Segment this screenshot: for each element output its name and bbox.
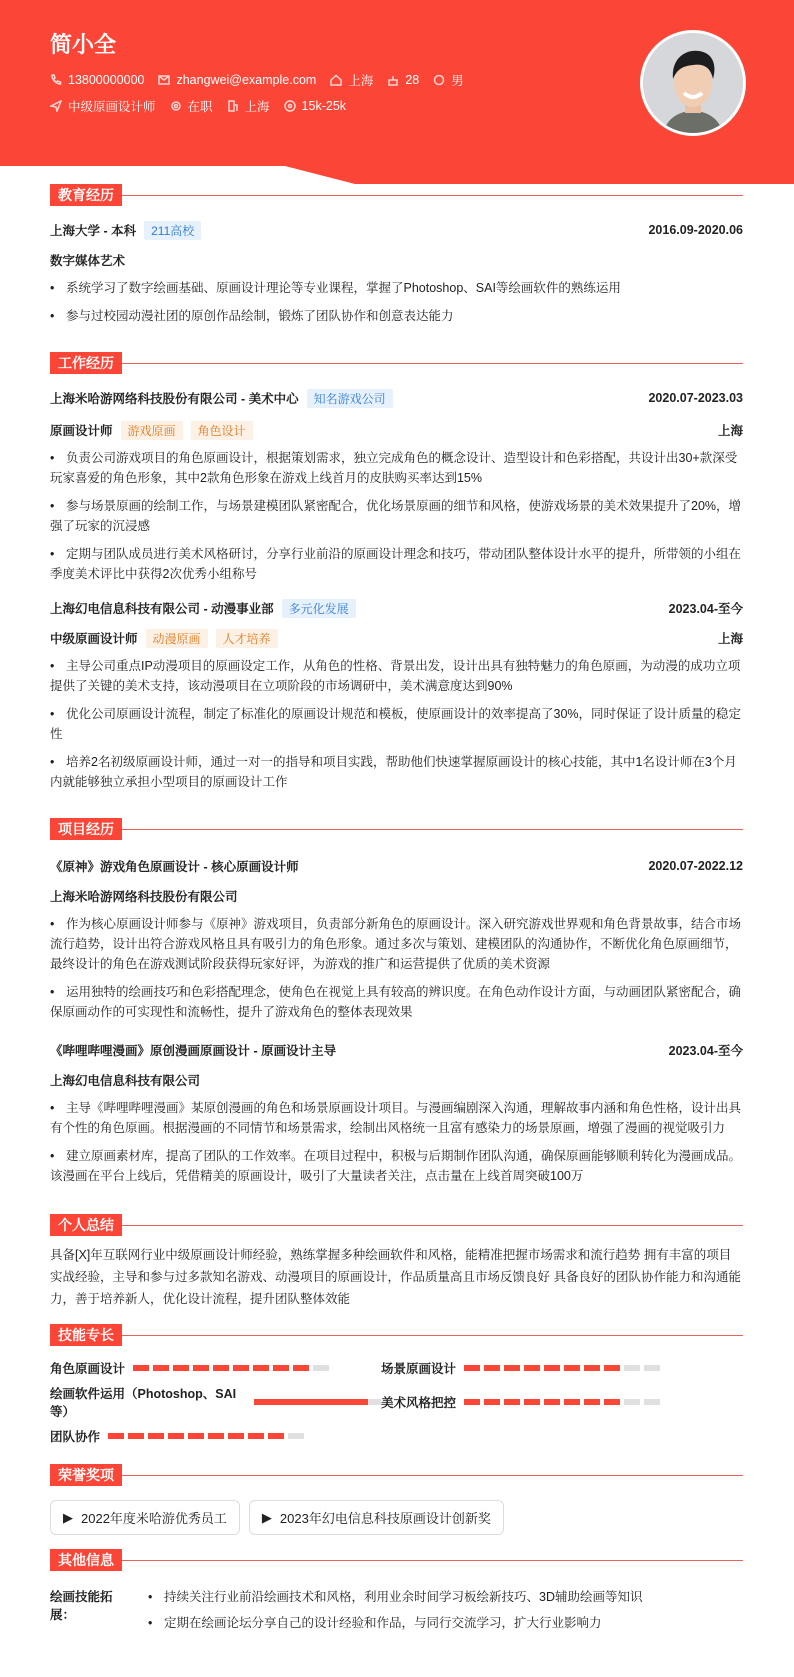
status: 在职: [187, 100, 213, 114]
award-item: [50, 1500, 240, 1535]
skill-level-segment: [133, 1365, 149, 1371]
skill-item: [381, 1358, 711, 1378]
section-title: 工作经历: [50, 352, 122, 374]
skill-level-segment: [524, 1365, 540, 1371]
skill-level-segment: [544, 1365, 560, 1371]
skill-item: [50, 1358, 381, 1378]
role-tag: 人才培养: [216, 629, 278, 648]
skill-level-segment: [213, 1365, 229, 1371]
skill-level-dots: [464, 1365, 660, 1371]
section-title: 教育经历: [50, 184, 122, 206]
home-icon: [330, 74, 342, 86]
work-company-row: [50, 598, 743, 618]
project-company: 上海米哈游网络科技股份有限公司: [50, 890, 238, 904]
skill-level-segment: [313, 1365, 329, 1371]
skill-name: 团队协作: [50, 1430, 101, 1444]
send-icon: [50, 100, 62, 112]
role-tag: 动漫原画: [146, 629, 208, 648]
skill-name: 美术风格把控: [381, 1396, 457, 1410]
role-tag: 角色设计: [191, 421, 253, 440]
skill-level-segment: [584, 1365, 600, 1371]
skill-level-segment: [193, 1365, 209, 1371]
skill-level-segment: [644, 1365, 660, 1371]
work-date: 2023.04-至今: [668, 602, 743, 616]
project-title: 《原神》游戏角色原画设计 - 核心原画设计师: [50, 860, 299, 874]
list-item: • 负责公司游戏项目的角色原画设计，根据策划需求，独立完成角色的概念设计、造型设计和色彩搭配，共设计出30+款深受玩家喜爱的角色形象，其中2款角色形象在游戏上线首月的皮肤购买率达到15%: [50, 448, 743, 488]
list-item: • 建立原画素材库，提高了团队的工作效率。在项目过程中，积极与后期制作团队沟通，确保原画能够顺利转化为漫画成品。该漫画在平台上线后，凭借精美的原画设计，吸引了大量读者关注，点击量在上线首周突破100万: [50, 1146, 743, 1186]
project-row: [50, 1040, 743, 1060]
skill-level-segment: [484, 1365, 500, 1371]
salary-icon: [284, 100, 296, 112]
city: 上海: [348, 74, 374, 88]
skill-level-segment: [624, 1365, 640, 1371]
resume-body: [50, 184, 743, 1639]
project-row: [50, 856, 743, 876]
role: 中级原画设计师: [50, 632, 138, 646]
project-title: 《哔哩哔哩漫画》原创漫画原画设计 - 原画设计主导: [50, 1044, 337, 1058]
skill-level-segment: [233, 1365, 249, 1371]
work-city: 上海: [244, 100, 270, 114]
skill-level-segment: [288, 1433, 304, 1439]
skill-level-segment: [624, 1399, 640, 1405]
company-tag: 多元化发展: [282, 599, 356, 618]
phone: 13800000000: [68, 73, 145, 87]
school-tag: 211高校: [144, 221, 201, 240]
list-item: • 持续关注行业前沿绘画技术和风格，利用业余时间学习板绘新技巧、3D辅助绘画等知识: [148, 1587, 642, 1607]
work-role-row: [50, 628, 743, 648]
project-date: 2023.04-至今: [668, 1044, 743, 1058]
phone-icon: [50, 74, 62, 86]
list-item: • 主导《哔哩哔哩漫画》某原创漫画的角色和场景原画设计项目。与漫画编剧深入沟通，理解故事内涵和角色性格，设计出具有个性的角色原画。根据漫画的不同情节和场景需求，绘制出风格统一且富有感染力的场景原画，增强了漫画的视觉吸引力: [50, 1098, 743, 1138]
skill-level-segment: [464, 1365, 480, 1371]
skill-level-segment: [253, 1365, 269, 1371]
work-city: 上海: [717, 424, 743, 438]
skill-level-segment: [484, 1399, 500, 1405]
project-company: 上海幻电信息科技有限公司: [50, 1074, 201, 1088]
list-item: • 优化公司原画设计流程，制定了标准化的原画设计规范和模板，使原画设计的效率提高了30%，同时保证了设计质量的稳定性: [50, 704, 743, 744]
award-label: 2023年幻电信息科技原画设计创新奖: [279, 1511, 491, 1526]
gender: 男: [451, 74, 464, 88]
section-projects: [50, 818, 743, 840]
skill-level-segment: [544, 1399, 560, 1405]
skills-grid: [50, 1358, 743, 1446]
section-education: [50, 184, 743, 206]
triangle-icon: ▶: [261, 1509, 272, 1525]
skill-level-segment: [148, 1433, 164, 1439]
skill-level-segment: [644, 1399, 660, 1405]
school: 上海大学 - 本科: [50, 224, 137, 238]
avatar: [640, 30, 746, 136]
section-other: [50, 1549, 743, 1571]
section-title: 其他信息: [50, 1549, 122, 1571]
work-date: 2020.07-2023.03: [648, 391, 743, 405]
skill-level-fill: [254, 1399, 368, 1405]
work-company-row: [50, 388, 743, 408]
skill-level-dots: [464, 1399, 660, 1405]
list-item: • 培养2名初级原画设计师，通过一对一的指导和项目实践，帮助他们快速掌握原画设计的核心技能，其中1名设计师在3个月内就能够独立承担小型项目的原画设计工作: [50, 752, 743, 792]
list-item: • 参与过校园动漫社团的原创作品绘制，锻炼了团队协作和创意表达能力: [50, 306, 743, 326]
section-title: 项目经历: [50, 818, 122, 840]
triangle-icon: ▶: [63, 1509, 73, 1525]
company: 上海米哈游网络科技股份有限公司 - 美术中心: [50, 392, 299, 406]
summary-text: 具备[X]年互联网行业中级原画设计师经验，熟练掌握多种绘画软件和风格，能精准把握市场需求和流行趋势 拥有丰富的项目实战经验，主导和参与过多款知名游戏、动漫项目的原画设计，作品质量高且市场反馈良好 具备良好的团队协作能力和沟通能力，善于培养新人，优化设计流程，提升团队整体效能: [50, 1248, 741, 1306]
list-item: • 运用独特的绘画技巧和色彩搭配理念，使角色在视觉上具有较高的辨识度。在角色动作设计方面，与动画团队紧密配合，确保原画动作的可实现性和流畅性，提升了游戏角色的整体表现效果: [50, 982, 743, 1022]
skill-level-segment: [564, 1365, 580, 1371]
gender-icon: [433, 74, 445, 86]
mail-icon: [158, 74, 170, 86]
skill-level-segment: [248, 1433, 264, 1439]
list-item: • 主导公司重点IP动漫项目的原画设定工作，从角色的性格、背景出发，设计出具有独特魅力的角色原画，为动漫的成功立项提供了关键的美术支持，该动漫项目在立项阶段的市场调研中，美术满意度达到90%: [50, 656, 743, 696]
section-title: 个人总结: [50, 1214, 122, 1236]
cake-icon: [387, 74, 399, 86]
major: 数字媒体艺术: [50, 254, 126, 268]
project-date: 2020.07-2022.12: [648, 859, 743, 873]
skill-level-bar: [254, 1399, 381, 1405]
section-summary: [50, 1214, 743, 1236]
education-date: 2016.09-2020.06: [648, 223, 743, 237]
age: 28: [405, 73, 420, 87]
role-tag: 游戏原画: [121, 421, 183, 440]
skill-level-segment: [293, 1365, 309, 1371]
skill-level-segment: [173, 1365, 189, 1371]
list-item: • 定期在绘画论坛分享自己的设计经验和作品，与同行交流学习，扩大行业影响力: [148, 1613, 642, 1633]
skill-item: [50, 1426, 381, 1446]
candidate-name: 简小全: [50, 32, 117, 57]
other-info: [50, 1587, 743, 1639]
education-row: [50, 220, 743, 240]
section-skills: [50, 1324, 743, 1346]
skill-level-segment: [188, 1433, 204, 1439]
skill-item: [381, 1392, 711, 1412]
list-item: • 作为核心原画设计师参与《原神》游戏项目，负责部分新角色的原画设计。深入研究游戏世界观和角色背景故事，结合市场流行趋势，设计出符合游戏风格且具有吸引力的角色形象。通过多次与策划、建模团队的沟通协作，不断优化角色原画细节，最终设计的角色在游戏测试阶段获得玩家好评，为游戏的推广和运营提供了优质的美术资源: [50, 914, 743, 974]
skill-level-segment: [273, 1365, 289, 1371]
section-work: [50, 352, 743, 374]
work-role-row: [50, 420, 743, 440]
list-item: • 参与场景原画的绘制工作，与场景建模团队紧密配合，优化场景原画的细节和风格，使游戏场景的美术效果提升了20%，增强了玩家的沉浸感: [50, 496, 743, 536]
skill-level-segment: [504, 1365, 520, 1371]
skill-level-segment: [504, 1399, 520, 1405]
skill-level-dots: [108, 1433, 304, 1439]
list-item: • 系统学习了数字绘画基础、原画设计理论等专业课程，掌握了Photoshop、SAI等绘画软件的熟练运用: [50, 278, 743, 298]
section-title: 荣誉奖项: [50, 1464, 122, 1486]
award-label: 2022年度米哈游优秀员工: [81, 1511, 227, 1526]
list-item: • 定期与团队成员进行美术风格研讨，分享行业前沿的原画设计理念和技巧，带动团队整体设计水平的提升，所带领的小组在季度美术评比中获得2次优秀小组称号: [50, 544, 743, 584]
section-awards: [50, 1464, 743, 1486]
position: 中级原画设计师: [68, 100, 156, 114]
skill-level-segment: [268, 1433, 284, 1439]
other-label: 绘画技能拓展：: [50, 1590, 113, 1622]
salary: 15k-25k: [301, 99, 347, 113]
work-city: 上海: [717, 632, 743, 646]
skill-name: 角色原画设计: [50, 1362, 126, 1376]
company-tag: 知名游戏公司: [307, 389, 393, 408]
skill-level-segment: [153, 1365, 169, 1371]
skill-level-segment: [168, 1433, 184, 1439]
building-icon: [227, 100, 239, 112]
skill-level-segment: [524, 1399, 540, 1405]
skill-level-segment: [604, 1399, 620, 1405]
skill-level-segment: [228, 1433, 244, 1439]
skill-level-segment: [464, 1399, 480, 1405]
skill-name: 绘画软件运用（Photoshop、SAI等）: [50, 1387, 237, 1419]
skill-level-segment: [584, 1399, 600, 1405]
skill-item: [50, 1387, 381, 1419]
contact-row: [50, 71, 464, 89]
skill-level-segment: [564, 1399, 580, 1405]
role: 原画设计师: [50, 424, 113, 438]
skill-level-dots: [133, 1365, 329, 1371]
gear-icon: [170, 100, 182, 112]
section-title: 技能专长: [50, 1324, 122, 1346]
skill-level-segment: [208, 1433, 224, 1439]
email: zhangwei@example.com: [176, 73, 317, 87]
skill-level-segment: [604, 1365, 620, 1371]
skill-level-segment: [108, 1433, 124, 1439]
skill-name: 场景原画设计: [381, 1362, 457, 1376]
skill-level-segment: [128, 1433, 144, 1439]
company: 上海幻电信息科技有限公司 - 动漫事业部: [50, 602, 274, 616]
award-item: [249, 1500, 504, 1535]
job-intent-row: [50, 97, 346, 115]
